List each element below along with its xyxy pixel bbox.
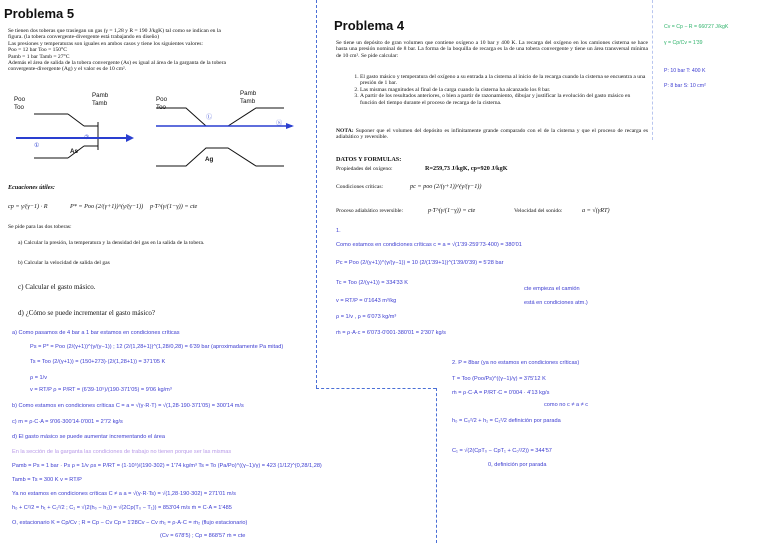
adiab-label: Proceso adiabático reversible: [336, 208, 404, 214]
r-hand2-6: 0, definición por parada [488, 462, 547, 468]
hand-2-4: h₀ + C²/2 = h₁ + C₁²/2 ; C₁ = √(2(h₀ − h₁)) = √(2Cp(T₀ − T₁)) = 853'04 m/s ṁ = C·A = 1'485 [12, 505, 232, 511]
intro-line: figura. (la tobera convergente-divergente está trabajando en diseño) [8, 34, 160, 41]
datos-title: DATOS Y FORMULAS: [336, 156, 402, 163]
circle-s: Ⓢ [276, 120, 283, 127]
pide-text: Se pide para las dos toberas: [8, 224, 72, 230]
divider-vertical-2 [436, 388, 437, 543]
right-intro: Se tiene un depósito de gran volumen que contiene oxígeno a 10 bar y 400 K. La recarga del oxígeno en los camiones cisterna se hace hasta una presión nominal de 8 bar. La forma de la boquilla de recarga es la de una tobera convergente y tiene un área transversal mínima de 10 cm². Se pide calcular: [336, 40, 648, 59]
circle-l: Ⓛ [206, 114, 213, 121]
label-tamb: Tamb [92, 100, 108, 107]
label-too-2: Too [156, 104, 166, 111]
r-side-1: cte empieza el camión [524, 286, 580, 292]
hand-2-5: O, estacionario K = Cp/Cv ; R = Cp − Cv Cp = 1'28Cv − Cv ṁ₁ = ρ·A·C = ṁ₂ (flujo estacionario) [12, 520, 248, 526]
r-hand2-3: como no c ≠ a ≠ c [544, 402, 589, 408]
con-div-nozzle [156, 108, 294, 166]
label-poo-2: Poo [156, 96, 168, 103]
hand-2-1: Pamb = Ps = 1 bar · Ps ρ = 1/v ρs = P/RT = (1·10⁵)/(190·302) = 1'74 kg/m³ Ts = To (Pa/Po)^((γ−1)/γ) = 423 (1/12)^(0,28/1,28) [12, 463, 322, 469]
r-hand2-4: h₀ = C₀²/2 + h₁ = C₁²/2 definición por parada [452, 418, 561, 424]
hand-c: c) m = ρ·C·A = 9'06·300'14·0'001 = 2'72 kg/s [12, 419, 123, 425]
margin-note-2: γ = Cp/Cv = 1'39 [664, 40, 703, 46]
item-2: 2. Las mismas magnitudes al final de la carga cuando la cisterna ha alcanzado los 8 bar. [360, 87, 646, 93]
crit-label: Condiciones críticas: [336, 184, 384, 190]
hand-a-1: a) Como pasamos de 4 bar a 1 bar estamos en condiciones críticas [12, 330, 180, 336]
intro-line: Pamb = 1 bar Tamb = 27°C [8, 53, 70, 60]
r-hand-4: v = RT/P = 0'1643 m³/kg [336, 298, 397, 304]
adiab-eq: p·T^(γ/(1−γ)) = cte [428, 207, 476, 214]
left-intro [8, 28, 226, 73]
divider-vertical [316, 0, 317, 388]
ecuaciones-title: Ecuaciones útiles: [8, 184, 55, 191]
question-a: a) Calcular la presión, la temperatura y la densidad del gas en la salida de la tobera. [18, 240, 205, 246]
right-items [346, 74, 646, 106]
label-too: Too [14, 104, 24, 111]
margin-note-4: P: 8 bar S: 10 cm² [664, 83, 706, 89]
nota-text: Suponer que el volumen del depósito es infinitamente grande comparado con el de la cisterna y que el proceso de recarga es adiabático y reversible. [336, 128, 648, 141]
left-title: Problema 5 [4, 6, 75, 21]
hand-a-4: ρ = 1/v [30, 375, 48, 381]
divider-margin [652, 0, 653, 140]
r-hand-0: 1. [336, 228, 341, 234]
hand-2-6: (Cv = 678'5) ; Cp = 868'57 ṁ = cte [160, 533, 246, 539]
r-hand2-0: 2. P = 8bar (ya no estamos en condiciones críticas) [452, 360, 580, 366]
hand-2-3: Ya no estamos en condiciones críticas C ≠ a a = √(γ·R·Ts) = √(1,28·190·302) = 271'01 m/s [12, 491, 236, 497]
props-label: Propiedades del oxígeno: [336, 166, 393, 172]
sound-label: Velocidad del sonido: [514, 208, 563, 214]
nota-label: NOTA: [336, 128, 354, 134]
hand-b: b) Como estamos en condiciones críticas C = a = √(γ·R·T) = √(1,28·190·371'05) = 300'14 m/s [12, 403, 244, 409]
margin-note-3: P: 10 bar T: 400 K [664, 68, 706, 74]
r-hand-6: ṁ = ρ·A·c = 6'073·0'001·380'01 = 2'307 kg/s [336, 330, 446, 336]
r-hand-3: Tc = Too (2/(γ+1)) = 334'33 K [336, 280, 409, 286]
question-b: b) Calcular la velocidad de salida del gas [18, 260, 110, 266]
intro-line: convergente-divergente (Ag) y el valor es de 10 cm². [8, 66, 127, 73]
props-value: R=259,73 J/kgK, cp=920 J/kgK [425, 165, 508, 172]
intro-line: Poo = 12 bar Too = 150°C [8, 47, 68, 54]
eq-cp: cp = γ/(γ−1) · R [8, 203, 48, 210]
question-c: c) Calcular el gasto másico. [18, 283, 96, 291]
nota [336, 128, 648, 141]
hand-2-2: Tamb = Ts = 300 K v = RT/P [12, 477, 82, 483]
r-side-2: está en condiciones atm.) [524, 300, 588, 306]
r-hand-5: ρ = 1/v , ρ = 6'073 kg/m³ [336, 314, 397, 320]
hand-d: d) El gasto másico se puede aumentar incrementando el área [12, 434, 165, 440]
hand-a-5: v = RT/P ρ = P/RT = (6'39·10⁵)/(190·371'05) = 9'06 kg/m³ [30, 387, 172, 393]
hand-a-2: Ps = P* = Poo (2/(γ+1))^(γ/(γ−1)) ; 12 (2/(1,28+1))^(1,28/0,28) = 6'39 bar (aproximadamente Pa mitad) [30, 344, 284, 350]
intro-line: Además el área de salida de la tobera convergente (As) es igual al área de la garganta de la tobera [8, 60, 226, 67]
r-hand-1: Como estamos en condiciones críticas c = a = √(1'39·259'73·400) = 380'01 [336, 242, 522, 248]
circle-2: ② [84, 134, 90, 141]
circle-1: ① [34, 142, 40, 149]
right-title: Problema 4 [334, 18, 405, 33]
eq-adiabatic: p·T^(γ/(1−γ)) = cte [150, 203, 198, 210]
divider-horizontal [316, 388, 436, 389]
eq-pstar: P* = Poo (2/(γ+1))^(γ/(γ−1)) [70, 203, 144, 210]
r-hand2-1: T = Too (Poo/Ps)^((γ−1)/γ) = 375'12 K [452, 376, 546, 382]
hand-note: En la sección de la garganta las condiciones de trabajo no tienen porque ser las mismas [12, 449, 232, 455]
label-as: As [70, 148, 78, 155]
r-hand-2: Pc = Poo (2/(γ+1))^(γ/(γ−1)) = 10 (2/(1'39+1))^(1'39/0'39) = 5'28 bar [336, 260, 504, 266]
hand-a-3: Ts = Too (2/(γ+1)) = (150+273)·(2/(1,28+1)) = 371'05 K [30, 359, 166, 365]
label-poo: Poo [14, 96, 26, 103]
label-tamb-2: Tamb [240, 98, 256, 105]
r-hand2-2: ṁ = ρ·C·A = P/RT·C = 0'004 · 4'13 kg/s [452, 390, 550, 396]
item-1: 1. El gasto másico y temperatura del oxígeno a su entrada a la cisterna al inicio de la recarga cuando la cisterna se encuentra a una presión de 1 bar. [360, 74, 646, 87]
label-pamb: Pamb [92, 92, 109, 99]
question-d: d) ¿Cómo se puede incrementar el gasto másico? [18, 309, 156, 317]
margin-note-1: Cv = Cp − R = 660'27 J/kgK [664, 24, 729, 30]
sound-eq: a = √(γRT) [582, 207, 610, 214]
label-ag: Ag [205, 156, 214, 163]
label-pamb-2: Pamb [240, 90, 257, 97]
item-3: 3. A partir de los resultados anteriores, o bien a partir de razonamiento, dibujar y justificar la evolución del gasto másico en función del tiempo durante el proceso de recarga de la cisterna. [360, 93, 646, 106]
intro-line: Las presiones y temperaturas son iguales en ambos casos y tiene los siguientes valores: [8, 40, 203, 47]
crit-eq: pc = poo (2/(γ+1))^(γ/(γ−1)) [410, 183, 482, 190]
intro-line: Se tienen dos toberas que trasiegan un gas (γ = 1,28 y R = 190 J/kgK) tal como se indican en la [8, 28, 221, 34]
r-hand2-5: C₁ = √(2(CpT₀ − CpT₁ + C₀²/2)) = 344'57 [452, 448, 552, 454]
